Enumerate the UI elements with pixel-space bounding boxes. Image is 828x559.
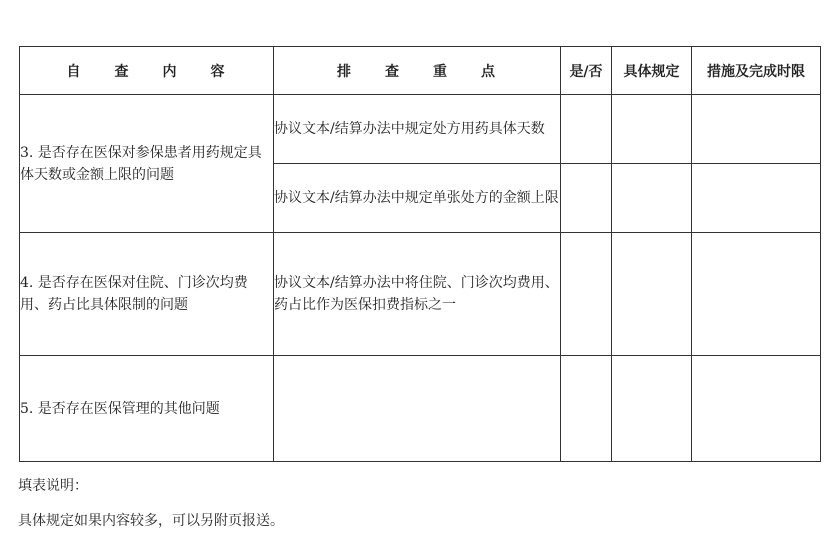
row-4-measures-cell[interactable] (692, 233, 821, 356)
row-3-focus-1: 协议文本/结算办法中规定处方用药具体天数 (274, 95, 561, 164)
notes-title: 填表说明： (18, 478, 88, 494)
header-self-check-content: 自 查 内 容 (20, 47, 274, 95)
row-4-content: 4. 是否存在医保对住院、门诊次均费用、药占比具体限制的问题 (20, 233, 274, 356)
header-check-focus: 排 查 重 点 (274, 47, 561, 95)
row-4-specific-rule-cell[interactable] (612, 233, 692, 356)
table-header-row (20, 47, 821, 95)
row-3-1-yes-no-cell[interactable] (561, 95, 612, 164)
row-3-2-measures-cell[interactable] (692, 164, 821, 233)
row-5-content: 5. 是否存在医保管理的其他问题 (20, 356, 274, 462)
row-5-yes-no-cell[interactable] (561, 356, 612, 462)
row-5-measures-cell[interactable] (692, 356, 821, 462)
row-3-1-specific-rule-cell[interactable] (612, 95, 692, 164)
row-3-content: 3. 是否存在医保对参保患者用药规定具体天数或金额上限的问题 (20, 95, 274, 233)
table-row (20, 95, 821, 164)
row-3-focus-2: 协议文本/结算办法中规定单张处方的金额上限 (274, 164, 561, 233)
self-check-table (19, 46, 821, 462)
row-5-focus-1 (274, 356, 561, 462)
row-4-yes-no-cell[interactable] (561, 233, 612, 356)
header-specific-rule: 具体规定 (612, 47, 692, 95)
header-measures-deadline: 措施及完成时限 (692, 47, 821, 95)
notes-line-1: 具体规定如果内容较多，可以另附页报送。 (18, 513, 284, 529)
row-4-focus-1: 协议文本/结算办法中将住院、门诊次均费用、药占比作为医保扣费指标之一 (274, 233, 561, 356)
table-row (20, 233, 821, 356)
row-3-2-specific-rule-cell[interactable] (612, 164, 692, 233)
table-row (20, 356, 821, 462)
row-3-2-yes-no-cell[interactable] (561, 164, 612, 233)
header-yes-no: 是/否 (561, 47, 612, 95)
row-3-1-measures-cell[interactable] (692, 95, 821, 164)
row-5-specific-rule-cell[interactable] (612, 356, 692, 462)
